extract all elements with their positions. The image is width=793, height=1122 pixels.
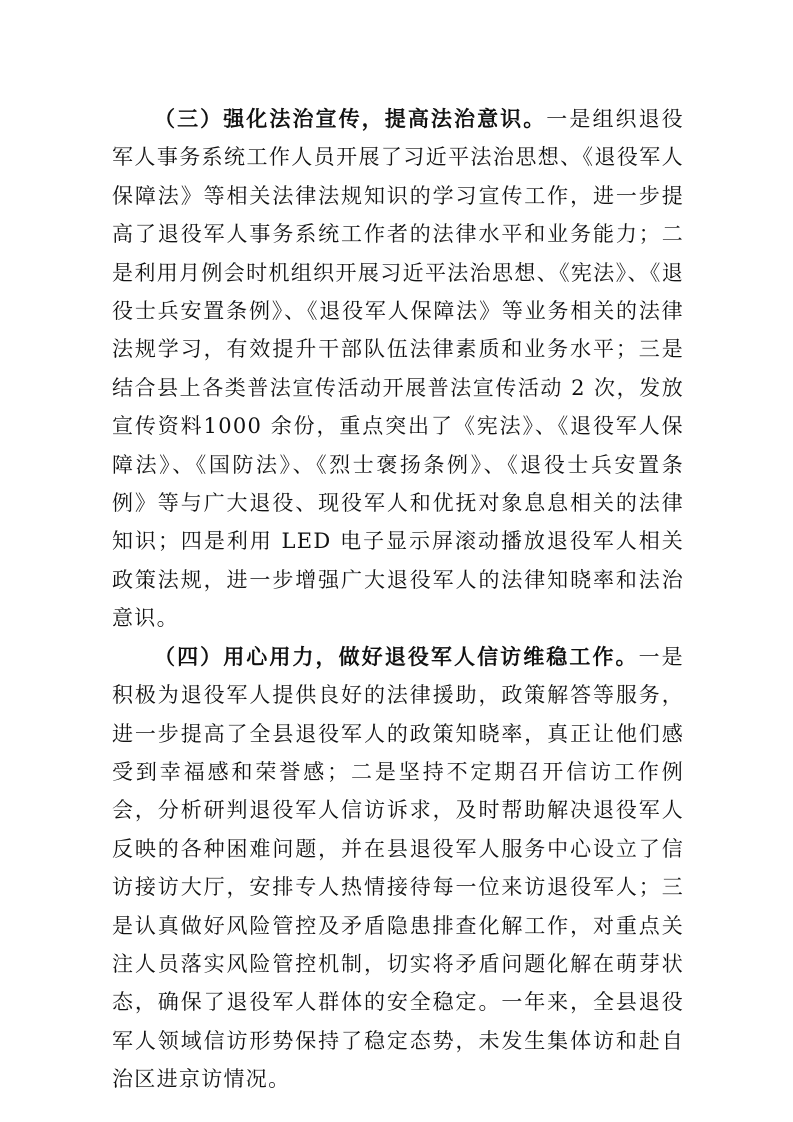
section-four-body: 一是积极为退役军人提供良好的法律援助，政策解答等服务，进一步提高了全县退役军人的政策知晓率，真正让他们感受到幸福感和荣誉感；二是坚持不定期召开信访工作例会，分析研判退役军人信访诉求，及时帮助解决退役军人反映的各种困难问题，并在县退役军人服务中心设立了信访接访大厅，安排专人热情接待每一位来访退役军人；三是认真做好风险管控及矛盾隐患排查化解工作，对重点关注人员落实风险管控机制，切实将矛盾问题化解在萌芽状态，确保了退役军人群体的安全稳定。一年来，全县退役军人领域信访形势保持了稳定态势，未发生集体访和赴自治区进京访情况。 <box>112 644 684 1092</box>
document-page <box>112 100 684 1099</box>
section-three-heading: （三）强化法治宣传，提高法治意识。 <box>154 107 547 131</box>
section-three-body: 一是组织退役军人事务系统工作人员开展了习近平法治思想、《退役军人保障法》等相关法律法规知识的学习宣传工作，进一步提高了退役军人事务系统工作者的法律水平和业务能力；二是利用月例会时机组织开展习近平法治思想、《宪法》、《退役士兵安置条例》、《退役军人保障法》等业务相关的法律法规学习，有效提升干部队伍法律素质和业务水平；三是结合县上各类普法宣传活动开展普法宣传活动 2 次，发放宣传资料1000 余份，重点突出了《宪法》、《退役军人保障法》、《国防法》、《烈士褒扬条例》、《退役士兵安置条例》等与广大退役、现役军人和优抚对象息息相关的法律知识；四是利用 LED 电子显示屏滚动播放退役军人相关政策法规，进一步增强广大退役军人的法律知晓率和法治意识。 <box>112 107 684 631</box>
section-three-paragraph <box>112 100 684 638</box>
section-four-paragraph <box>112 638 684 1099</box>
section-four-heading: （四）用心用力，做好退役军人信访维稳工作。 <box>154 644 639 669</box>
